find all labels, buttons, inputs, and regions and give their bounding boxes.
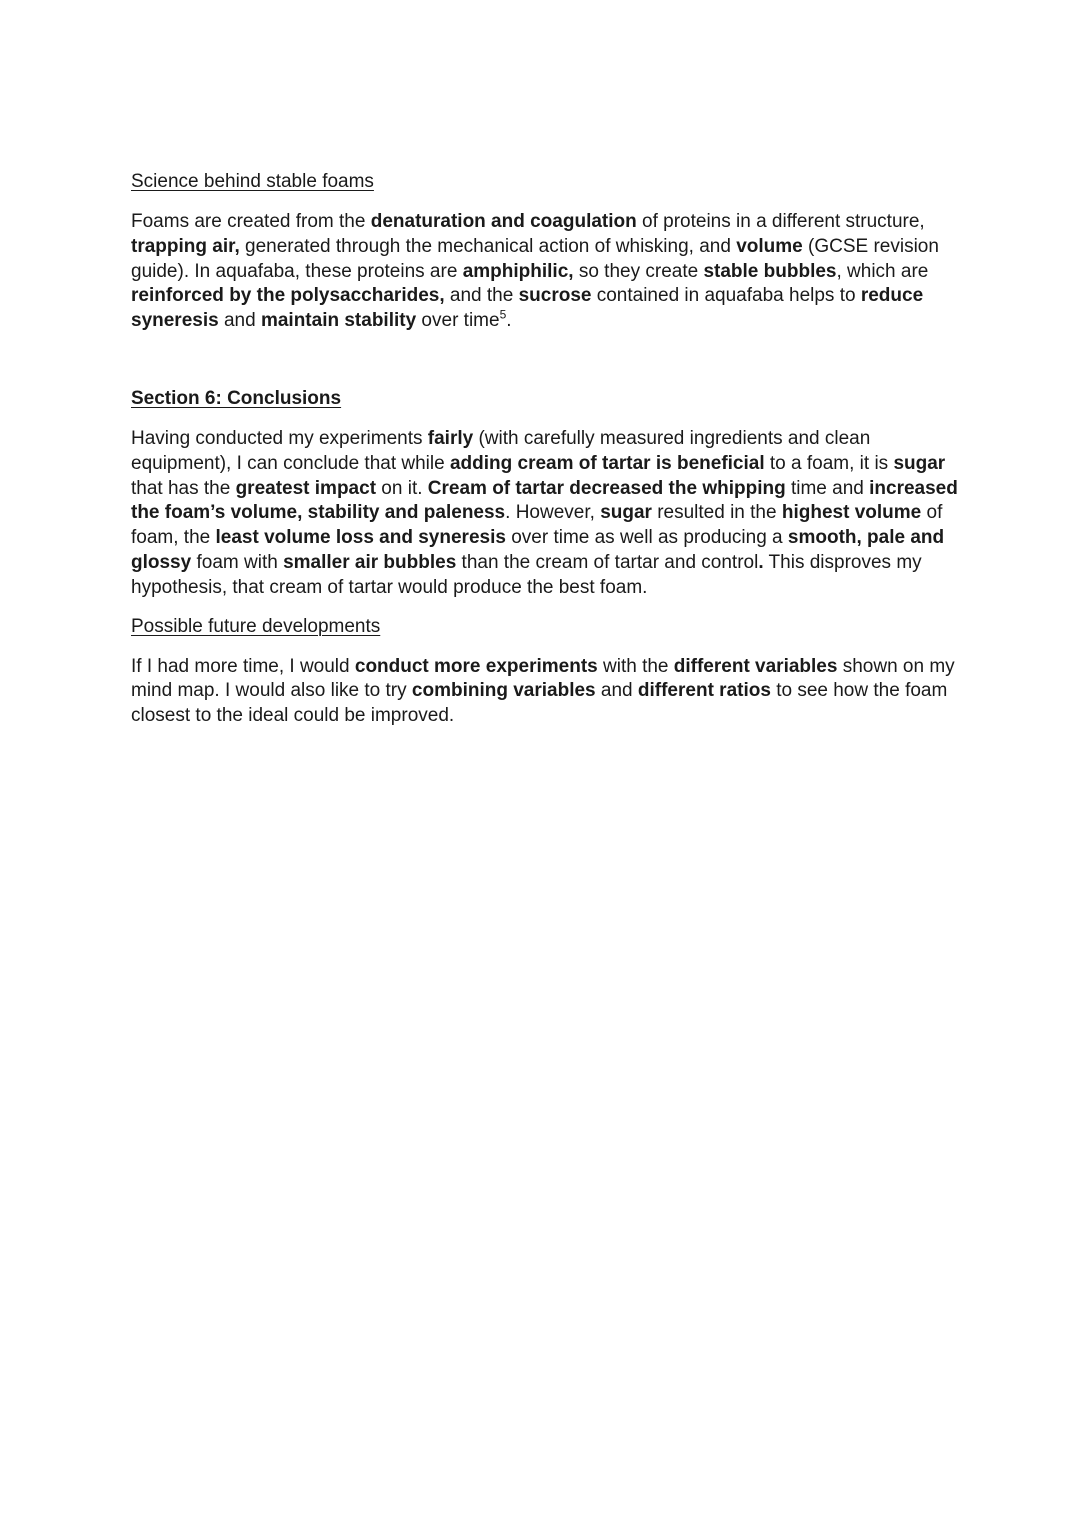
text-segment: . However, — [505, 502, 601, 524]
text-segment: with the — [597, 655, 674, 677]
bold-text-segment: smooth, pale and glossy — [131, 527, 945, 573]
text-segment: Foams are created from the — [131, 211, 371, 232]
text-segment: and — [218, 310, 261, 332]
science-heading: Science behind stable foams — [131, 171, 374, 192]
conclusions-paragraph — [131, 427, 961, 601]
science-paragraph — [131, 210, 961, 334]
text-segment: on it. — [376, 477, 428, 499]
text-segment: , which are — [836, 260, 929, 282]
text-segment: to a foam, it is — [764, 452, 894, 474]
text-segment: This disproves my hypothesis, that cream of tartar would produce the best foam. — [131, 551, 922, 598]
text-segment: over time as well as producing a — [505, 527, 788, 549]
text-segment: than the cream of tartar and control — [456, 551, 759, 573]
bold-text-segment: volume — [736, 235, 803, 257]
bold-text-segment: . — [758, 551, 764, 573]
bold-text-segment: different variables — [673, 655, 838, 677]
bold-text-segment: reduce syneresis — [131, 285, 924, 332]
text-segment: generated through the mechanical action of whisking, and — [239, 235, 737, 257]
text-segment: . — [506, 310, 512, 332]
text-segment: to see how the foam closest to the ideal could be improved. — [131, 680, 948, 727]
text-segment: over time — [416, 310, 500, 332]
text-segment: (with carefully measured ingredients and clean equipment), I can conclude that while — [131, 427, 871, 474]
bold-text-segment: combining variables — [411, 680, 596, 702]
text-segment: If I had more time, I would — [131, 655, 355, 677]
text-segment: of proteins in a different structure, — [636, 211, 925, 232]
bold-text-segment: sugar — [893, 452, 946, 474]
text-segment: shown on my mind map. I would also like to try — [131, 655, 955, 702]
text-segment: contained in aquafaba helps to — [591, 285, 861, 307]
footnote-reference: 5 — [499, 307, 507, 322]
text-segment: Having conducted my experiments — [131, 427, 428, 449]
text-segment: (GCSE revision guide). In aquafaba, these proteins are — [131, 235, 939, 282]
bold-text-segment: stable bubbles — [703, 260, 837, 282]
bold-text-segment: adding cream of tartar is beneficial — [449, 452, 765, 474]
bold-text-segment: fairly — [427, 427, 474, 449]
conclusions-heading: Section 6: Conclusions — [131, 387, 342, 409]
bold-text-segment: different ratios — [637, 680, 771, 702]
bold-text-segment: trapping air, — [131, 235, 240, 257]
text-segment: foam with — [191, 551, 284, 573]
bold-text-segment: smaller air bubbles — [283, 551, 457, 573]
bold-text-segment: greatest impact — [235, 477, 377, 499]
future-developments-heading: Possible future developments — [131, 615, 381, 637]
bold-text-segment: sucrose — [518, 285, 592, 307]
text-segment: time and — [785, 477, 870, 499]
text-segment: and — [595, 680, 638, 702]
bold-text-segment: conduct more experiments — [354, 655, 598, 677]
bold-text-segment: increased the foam’s volume, stability and paleness — [131, 477, 958, 524]
text-segment: and the — [444, 285, 519, 307]
future-developments-paragraph — [131, 655, 961, 729]
bold-text-segment: sugar — [600, 502, 652, 524]
text-segment: that has the — [131, 477, 236, 499]
bold-text-segment: denaturation and coagulation — [370, 211, 637, 232]
document-page — [131, 170, 961, 729]
bold-text-segment: reinforced by the polysaccharides, — [131, 285, 445, 307]
text-segment: resulted in the — [651, 502, 782, 524]
text-segment: of foam, the — [131, 502, 943, 549]
text-segment: so they create — [573, 260, 704, 282]
bold-text-segment: Cream of tartar decreased the whipping — [427, 477, 786, 499]
bold-text-segment: maintain stability — [260, 310, 417, 332]
bold-text-segment: amphiphilic, — [462, 260, 574, 282]
bold-text-segment: least volume loss and syneresis — [215, 527, 506, 549]
bold-text-segment: highest volume — [781, 502, 922, 524]
